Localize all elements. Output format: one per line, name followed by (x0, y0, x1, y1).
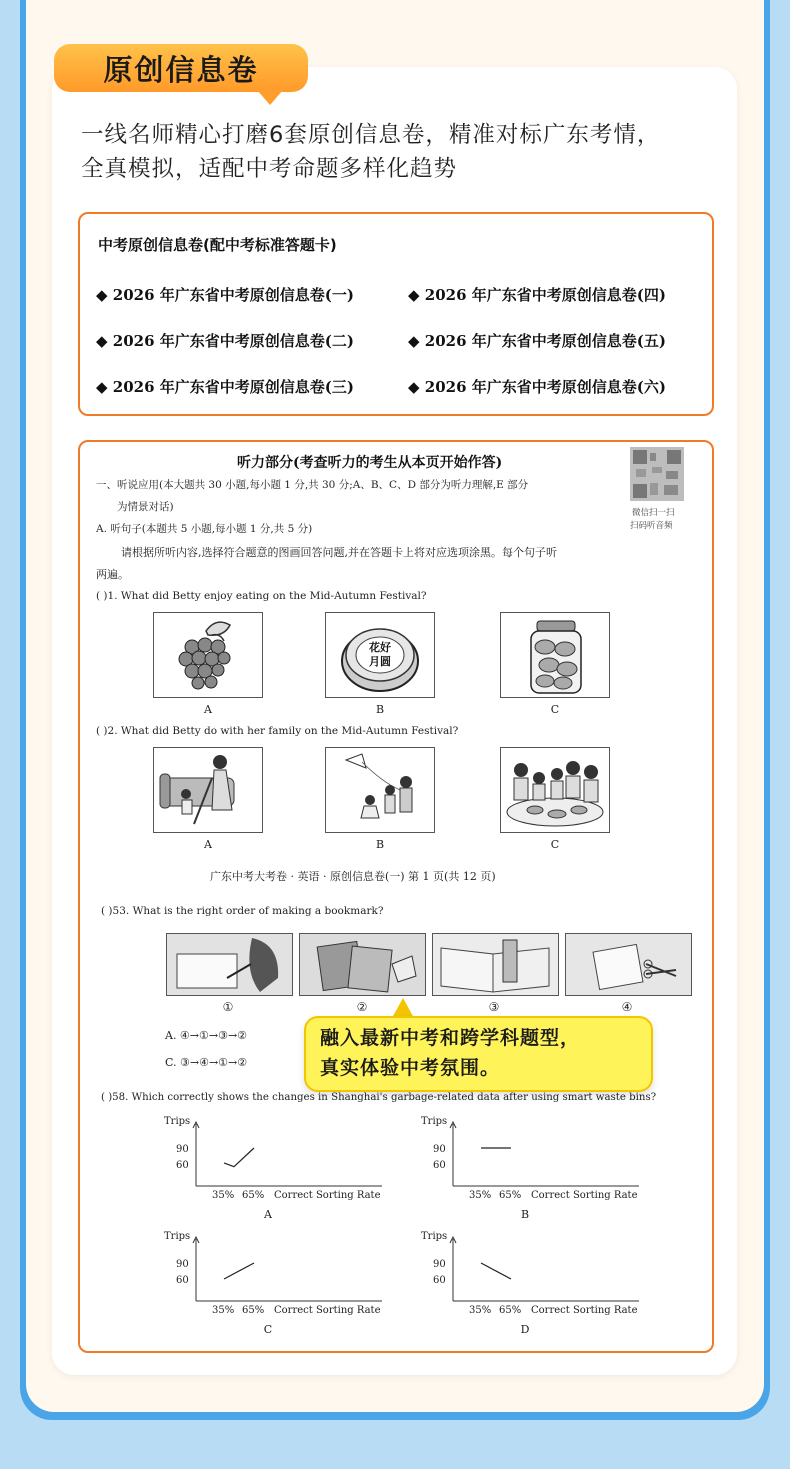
x-axis-label: Correct Sorting Rate (274, 1190, 381, 1201)
step-label: ③ (488, 1000, 500, 1014)
volume-item: ◆ 2026 年广东省中考原创信息卷(二) (96, 332, 354, 350)
y-tick-label: 90 (433, 1259, 446, 1270)
bubble-text (320, 1023, 645, 1083)
bubble-line-1: 融入最新中考和跨学科题型， (320, 1027, 581, 1049)
option-label: C (550, 703, 560, 716)
question-1: ( )1. What did Betty enjoy eating on the Mid-Autumn Festival? (96, 590, 427, 602)
step-label: ④ (621, 1000, 633, 1014)
volume-item: ◆ 2026 年广东省中考原创信息卷(六) (408, 378, 666, 396)
volume-item: ◆ 2026 年广东省中考原创信息卷(三) (96, 378, 354, 396)
q53-option-a: A. ④→①→③→② (165, 1029, 248, 1042)
chart-option-label: A (264, 1208, 272, 1221)
x-tick-label: 35% (212, 1190, 235, 1201)
volume-item: ◆ 2026 年广东省中考原创信息卷(一) (96, 286, 354, 304)
section1-line-a: 一、听说应用(本大题共 30 小题,每小题 1 分,共 30 分;A、B、C、D 部分为听力理解,E 部分 (96, 479, 529, 491)
qr-caption-2: 扫码听音频 (630, 521, 673, 531)
mooncake-text-2: 月圆 (369, 655, 391, 668)
qr-caption-1: 微信扫一扫 (632, 508, 675, 518)
volume-item: ◆ 2026 年广东省中考原创信息卷(四) (408, 286, 666, 304)
y-tick-label: 60 (176, 1275, 189, 1286)
y-axis-label: Trips (164, 1116, 191, 1127)
x-tick-label: 35% (469, 1190, 492, 1201)
series-line (481, 1263, 511, 1279)
y-tick-label: 90 (433, 1144, 446, 1155)
sample-header: 听力部分(考查听力的考生从本页开始作答) (237, 455, 503, 471)
option-label: C (550, 838, 560, 851)
question-58: ( )58. Which correctly shows the changes in Shanghai's garbage-related data after using smart waste bins? (101, 1092, 657, 1103)
step-label: ② (356, 1000, 368, 1014)
bubble-line-2: 真实体验中考氛围。 (320, 1057, 501, 1079)
chart-option-label: D (520, 1323, 530, 1336)
chart-option-label: C (263, 1323, 273, 1336)
instruction-line-2: 两遍。 (96, 568, 129, 581)
y-tick-label: 60 (176, 1160, 189, 1171)
question-2: ( )2. What did Betty do with her family on the Mid-Autumn Festival? (96, 725, 459, 737)
y-tick-label: 60 (433, 1275, 446, 1286)
x-tick-label: 65% (499, 1190, 522, 1201)
series-line (224, 1148, 254, 1167)
volume-list-title: 中考原创信息卷(配中考标准答题卡) (98, 236, 337, 254)
volume-item: ◆ 2026 年广东省中考原创信息卷(五) (408, 332, 666, 350)
intro-line-2: 全真模拟，适配中考命题多样化趋势 (81, 156, 458, 182)
x-axis-label: Correct Sorting Rate (531, 1305, 638, 1316)
mooncake-text-1: 花好 (369, 641, 391, 654)
y-tick-label: 90 (176, 1259, 189, 1270)
y-tick-label: 60 (433, 1160, 446, 1171)
question-53: ( )53. What is the right order of making a bookmark? (101, 905, 384, 917)
section1-line-b: 为情景对话) (117, 501, 174, 513)
option-label: A (204, 838, 212, 851)
option-label: B (375, 838, 385, 851)
option-label: B (375, 703, 385, 716)
x-tick-label: 65% (499, 1305, 522, 1316)
x-axis-label: Correct Sorting Rate (531, 1190, 638, 1201)
instruction-line-1: 请根据所听内容,选择符合题意的图画回答问题,并在答题卡上将对应选项涂黑。每个句子听 (121, 546, 557, 559)
bubble-tail (392, 998, 414, 1018)
x-tick-label: 35% (212, 1305, 235, 1316)
part-a-heading: A. 听句子(本题共 5 小题,每小题 1 分,共 5 分) (96, 523, 313, 535)
x-tick-label: 65% (242, 1190, 265, 1201)
section-tag-label: 原创信息卷 (103, 52, 259, 87)
q53-option-c: C. ③→④→①→② (165, 1056, 248, 1069)
y-axis-label: Trips (421, 1231, 448, 1242)
page-footer: 广东中考大考卷 · 英语 · 原创信息卷(一) 第 1 页(共 12 页) (210, 870, 496, 883)
x-tick-label: 35% (469, 1305, 492, 1316)
highlight-bubble (304, 1016, 653, 1092)
step-label: ① (222, 1000, 234, 1014)
x-tick-label: 65% (242, 1305, 265, 1316)
option-label: A (204, 703, 212, 716)
x-axis-label: Correct Sorting Rate (274, 1305, 381, 1316)
chart-option-label: B (520, 1208, 530, 1221)
y-axis-label: Trips (421, 1116, 448, 1127)
y-axis-label: Trips (164, 1231, 191, 1242)
series-line (224, 1263, 254, 1279)
intro-line-1: 一线名师精心打磨6套原创信息卷，精准对标广东考情， (81, 122, 661, 148)
y-tick-label: 90 (176, 1144, 189, 1155)
